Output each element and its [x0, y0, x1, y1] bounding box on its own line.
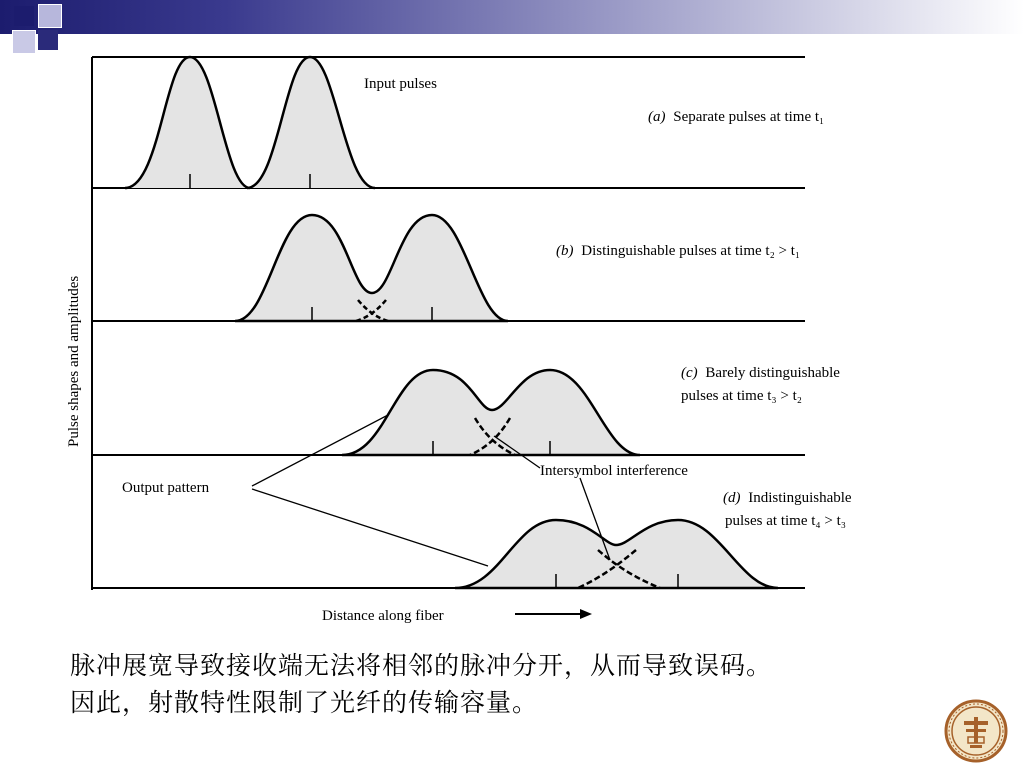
output-pointer-d — [252, 489, 488, 566]
panel-c-prefix: (c) — [681, 365, 698, 381]
panel-c-text-1: Barely distinguishable — [705, 365, 840, 381]
panel-b-caption — [556, 243, 800, 259]
panel-b-text: Distinguishable pulses at time t₂ > t₁ — [581, 243, 801, 259]
x-axis-arrowhead — [580, 609, 592, 619]
panel-d-caption-line1 — [723, 490, 852, 506]
panel-d-prefix: (d) — [723, 490, 741, 506]
panel-a-text: Separate pulses at time t₁ — [673, 109, 825, 125]
x-axis-label: Distance along fiber — [322, 608, 444, 624]
input-pulses-label: Input pulses — [364, 76, 437, 92]
panel-a-caption — [648, 109, 824, 125]
panel-a-prefix: (a) — [648, 109, 666, 125]
output-pattern-label: Output pattern — [122, 480, 210, 496]
pulse-d-envelope — [455, 520, 778, 588]
university-seal-logo — [944, 699, 1008, 763]
isi-label: Intersymbol interference — [540, 463, 688, 479]
panel-d-caption-line2: pulses at time t₄ > t₃ — [725, 513, 846, 529]
caption-line-1: 脉冲展宽导致接收端无法将相邻的脉冲分开，从而导致误码。 — [70, 651, 773, 680]
pulse-a1 — [125, 57, 250, 188]
panel-b-prefix: (b) — [556, 243, 574, 259]
caption-line-2: 因此，射散特性限制了光纤的传输容量。 — [70, 688, 539, 717]
panel-d-text-1: Indistinguishable — [748, 490, 852, 506]
pulse-b-envelope — [235, 215, 508, 321]
panel-c-caption-line1 — [681, 365, 840, 381]
y-axis-label: Pulse shapes and amplitudes — [66, 275, 82, 447]
pulse-a2 — [247, 57, 375, 188]
panel-c-caption-line2: pulses at time t₃ > t₂ — [681, 388, 802, 404]
